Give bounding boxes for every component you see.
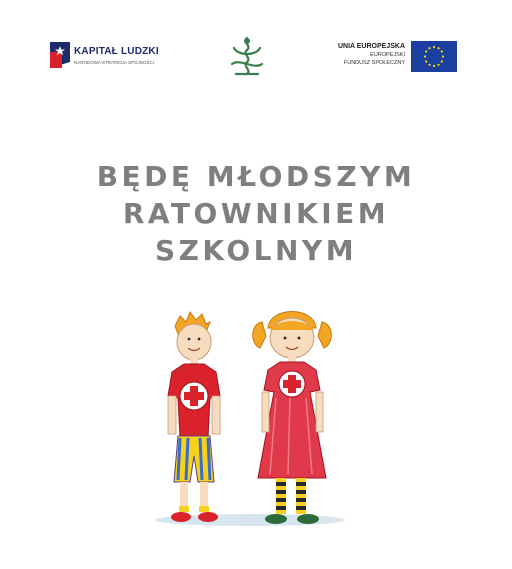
eu-line-3: FUNDUSZ SPOŁECZNY — [343, 60, 405, 66]
eu-flag-icon — [411, 41, 457, 72]
kapital-ludzki-flag-icon — [50, 42, 70, 68]
eu-logo — [335, 38, 457, 74]
page-title — [0, 158, 512, 269]
kapital-ludzki-logo — [50, 42, 160, 72]
boy-figure — [168, 312, 220, 522]
kapital-ludzki-subtitle: NARODOWA STRATEGIA SPÓJNOŚCI — [74, 60, 155, 65]
kapital-ludzki-title: KAPITAŁ LUDZKI — [74, 46, 159, 57]
two-children-first-aid-icon — [150, 288, 350, 553]
medical-emblem-icon — [228, 34, 266, 80]
title-line-1: BĘDĘ MŁODSZYM — [96, 160, 416, 193]
eu-line-2: EUROPEJSKI — [370, 52, 405, 58]
title-line-3: SZKOLNYM — [154, 234, 358, 267]
eu-text-block — [338, 43, 405, 67]
girl-figure — [253, 312, 332, 525]
title-line-2: RATOWNIKIEM — [122, 197, 390, 230]
eu-line-1: UNIA EUROPEJSKA — [337, 43, 405, 50]
